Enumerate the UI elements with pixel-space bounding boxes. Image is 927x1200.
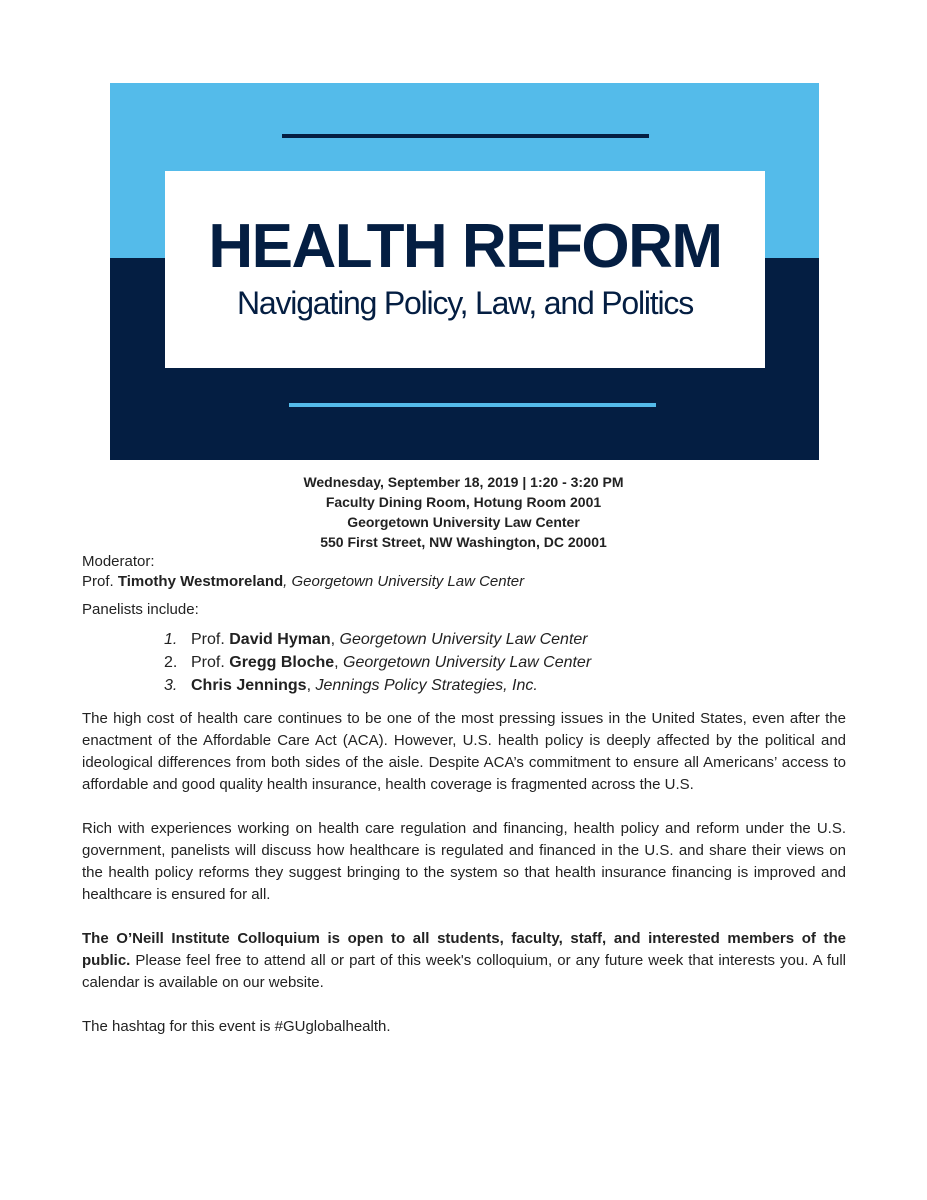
moderator-line: [82, 572, 846, 592]
banner-top-rule: [282, 134, 649, 138]
event-room: Faculty Dining Room, Hotung Room 2001: [325, 494, 602, 510]
moderator-title: Prof.: [82, 573, 114, 590]
moderator-heading: Moderator:: [82, 553, 155, 570]
panelist-number: 1.: [164, 631, 178, 648]
panelist-item: 3. Chris Jennings, Jennings Policy Strategies, Inc.: [164, 674, 846, 697]
event-venue: Georgetown University Law Center: [347, 514, 580, 530]
event-datetime: Wednesday, September 18, 2019 | 1:20 - 3:20 PM: [303, 474, 624, 490]
panelist-number: 2.: [164, 654, 178, 671]
colloquium-details: Please feel free to attend all or part of this week's colloquium, or any future week that interests you. A full calendar is available on our website.: [82, 952, 846, 991]
panelist-affiliation: Georgetown University Law Center: [343, 654, 592, 671]
panelist-title: Prof.: [191, 631, 225, 648]
panelist-name: Chris Jennings: [191, 677, 307, 694]
panelist-affiliation: Jennings Policy Strategies, Inc.: [315, 677, 538, 694]
description-paragraph-3: [82, 928, 846, 994]
panelist-title: Prof.: [191, 654, 225, 671]
panelist-item: 2. Prof. Gregg Bloche, Georgetown University Law Center: [164, 651, 846, 674]
colloquium-open-notice: The O’Neill Institute Colloquium is open to all students, faculty, staff, and interested members of the public.: [82, 930, 846, 969]
panelist-name: David Hyman: [229, 631, 331, 648]
panelist-affiliation: Georgetown University Law Center: [339, 631, 588, 648]
panelist-name: Gregg Bloche: [229, 654, 335, 671]
banner-title: HEALTH REFORM: [208, 212, 722, 281]
panelists-heading: Panelists include:: [82, 601, 199, 618]
event-address: 550 First Street, NW Washington, DC 20001: [320, 534, 607, 550]
description-paragraph-2: Rich with experiences working on health care regulation and financing, health policy and reform under the U.S. government, panelists will discuss how healthcare is regulated and financed in the U.S. and share their views on the health policy reforms they suggest bringing to the system so that health insurance financing is improved and healthcare is ensured for all.: [82, 820, 846, 903]
hashtag-paragraph: The hashtag for this event is #GUglobalhealth.: [82, 1018, 391, 1035]
banner-bottom-rule: [289, 403, 656, 407]
banner-subtitle: Navigating Policy, Law, and Politics: [236, 285, 694, 321]
description-paragraph-1: The high cost of health care continues to be one of the most pressing issues in the United States, even after the enactment of the Affordable Care Act (ACA). However, U.S. health policy is deeply affected by the political and ideological differences from both sides of the aisle. Despite ACA’s commitment to ensure all Americans’ access to affordable and good quality health insurance, health coverage is fragmented across the U.S.: [82, 710, 846, 793]
event-banner: [110, 83, 819, 460]
panelist-list: [82, 628, 846, 697]
event-description: [82, 552, 846, 1038]
banner-title-box: [165, 171, 765, 368]
moderator-affiliation: , Georgetown University Law Center: [283, 573, 525, 590]
panelist-number: 3.: [164, 677, 178, 694]
panelist-item: 1. Prof. David Hyman, Georgetown University Law Center: [164, 628, 846, 651]
moderator-name: Timothy Westmoreland: [117, 573, 284, 590]
event-details: [0, 472, 927, 552]
